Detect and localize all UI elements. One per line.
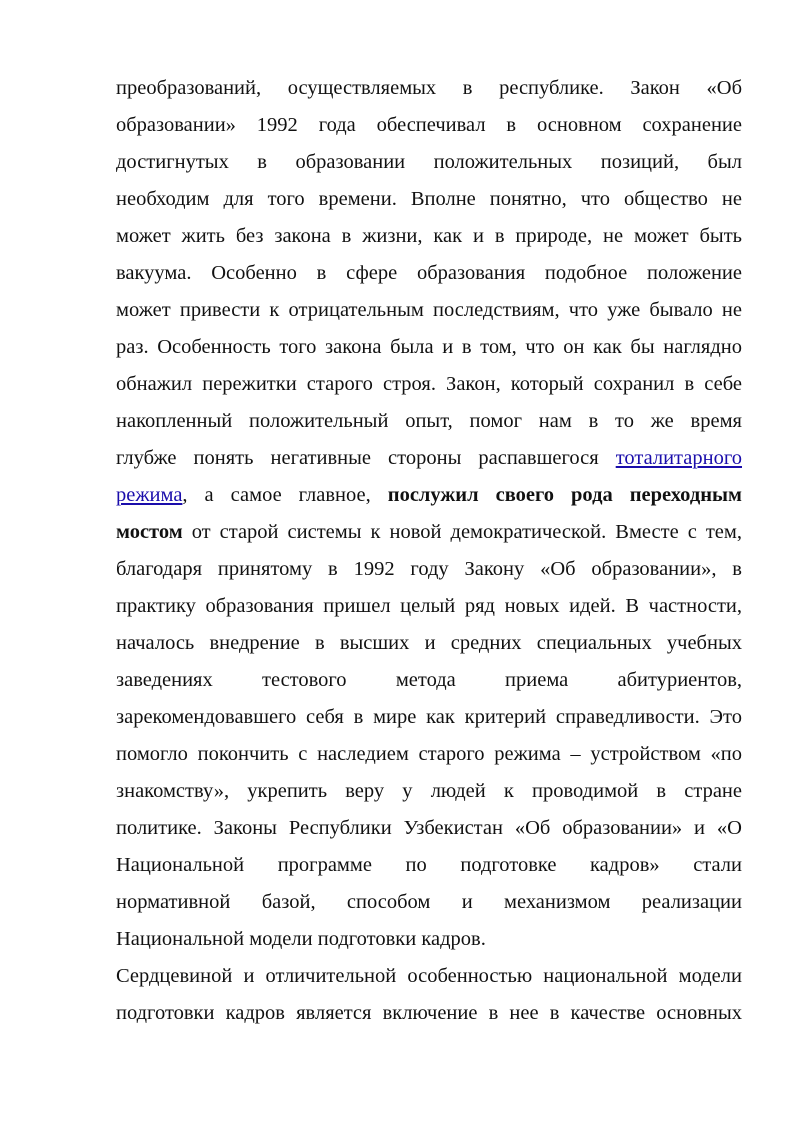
text-segment: от старой системы к новой демократической. Вместе с тем,: [182, 521, 742, 543]
text-line: знакомству», укрепить веру у людей к проводимой в стране: [116, 780, 742, 802]
bold-text: послужил своего рода переходным: [387, 484, 742, 506]
text-line: [116, 440, 742, 477]
text-line: Национальной программе по подготовке кадров» стали: [116, 854, 742, 876]
text-line: нормативной базой, способом и механизмом реализации: [116, 891, 742, 913]
text-line: преобразований, осуществляемых в республике. Закон «Об: [116, 77, 742, 99]
link-regime[interactable]: режима: [116, 484, 183, 506]
text-line: практику образования пришел целый ряд новых идей. В частности,: [116, 595, 742, 617]
text-line: Сердцевиной и отличительной особенностью национальной модели: [116, 965, 742, 987]
bold-text: мостом: [116, 521, 183, 543]
text-line: накопленный положительный опыт, помог нам в то же время: [116, 410, 742, 432]
text-line: достигнутых в образовании положительных позиций, был: [116, 151, 742, 173]
link-totalitarian[interactable]: тоталитарного: [615, 447, 742, 469]
text-line: подготовки кадров является включение в нее в качестве основных: [116, 1002, 742, 1024]
text-line: началось внедрение в высших и средних специальных учебных: [116, 632, 742, 654]
text-line: может привести к отрицательным последствиям, что уже бывало не: [116, 299, 742, 321]
text-line: [116, 477, 742, 514]
text-segment: глубже понять негативные стороны распавшегося: [116, 447, 616, 469]
text-line: заведениях тестового метода приема абитуриентов,: [116, 669, 742, 691]
text-line: помогло покончить с наследием старого режима – устройством «по: [116, 743, 742, 765]
text-line: политике. Законы Республики Узбекистан «Об образовании» и «О: [116, 817, 742, 839]
text-line: [116, 514, 742, 551]
text-line: вакуума. Особенно в сфере образования подобное положение: [116, 262, 742, 284]
text-line: Национальной модели подготовки кадров.: [116, 928, 486, 950]
text-line: необходим для того времени. Вполне понятно, что общество не: [116, 188, 742, 210]
text-line: раз. Особенность того закона была и в том, что он как бы наглядно: [116, 336, 742, 358]
text-line: благодаря принятому в 1992 году Закону «Об образовании», в: [116, 558, 742, 580]
text-line: обнажил пережитки старого строя. Закон, который сохранил в себе: [116, 373, 742, 395]
text-line: образовании» 1992 года обеспечивал в основном сохранение: [116, 114, 742, 136]
text-line: зарекомендовавшего себя в мире как критерий справедливости. Это: [116, 706, 742, 728]
text-segment: , а самое главное,: [182, 484, 388, 506]
document-page: [116, 70, 742, 1032]
text-line: может жить без закона в жизни, как и в природе, не может быть: [116, 225, 742, 247]
